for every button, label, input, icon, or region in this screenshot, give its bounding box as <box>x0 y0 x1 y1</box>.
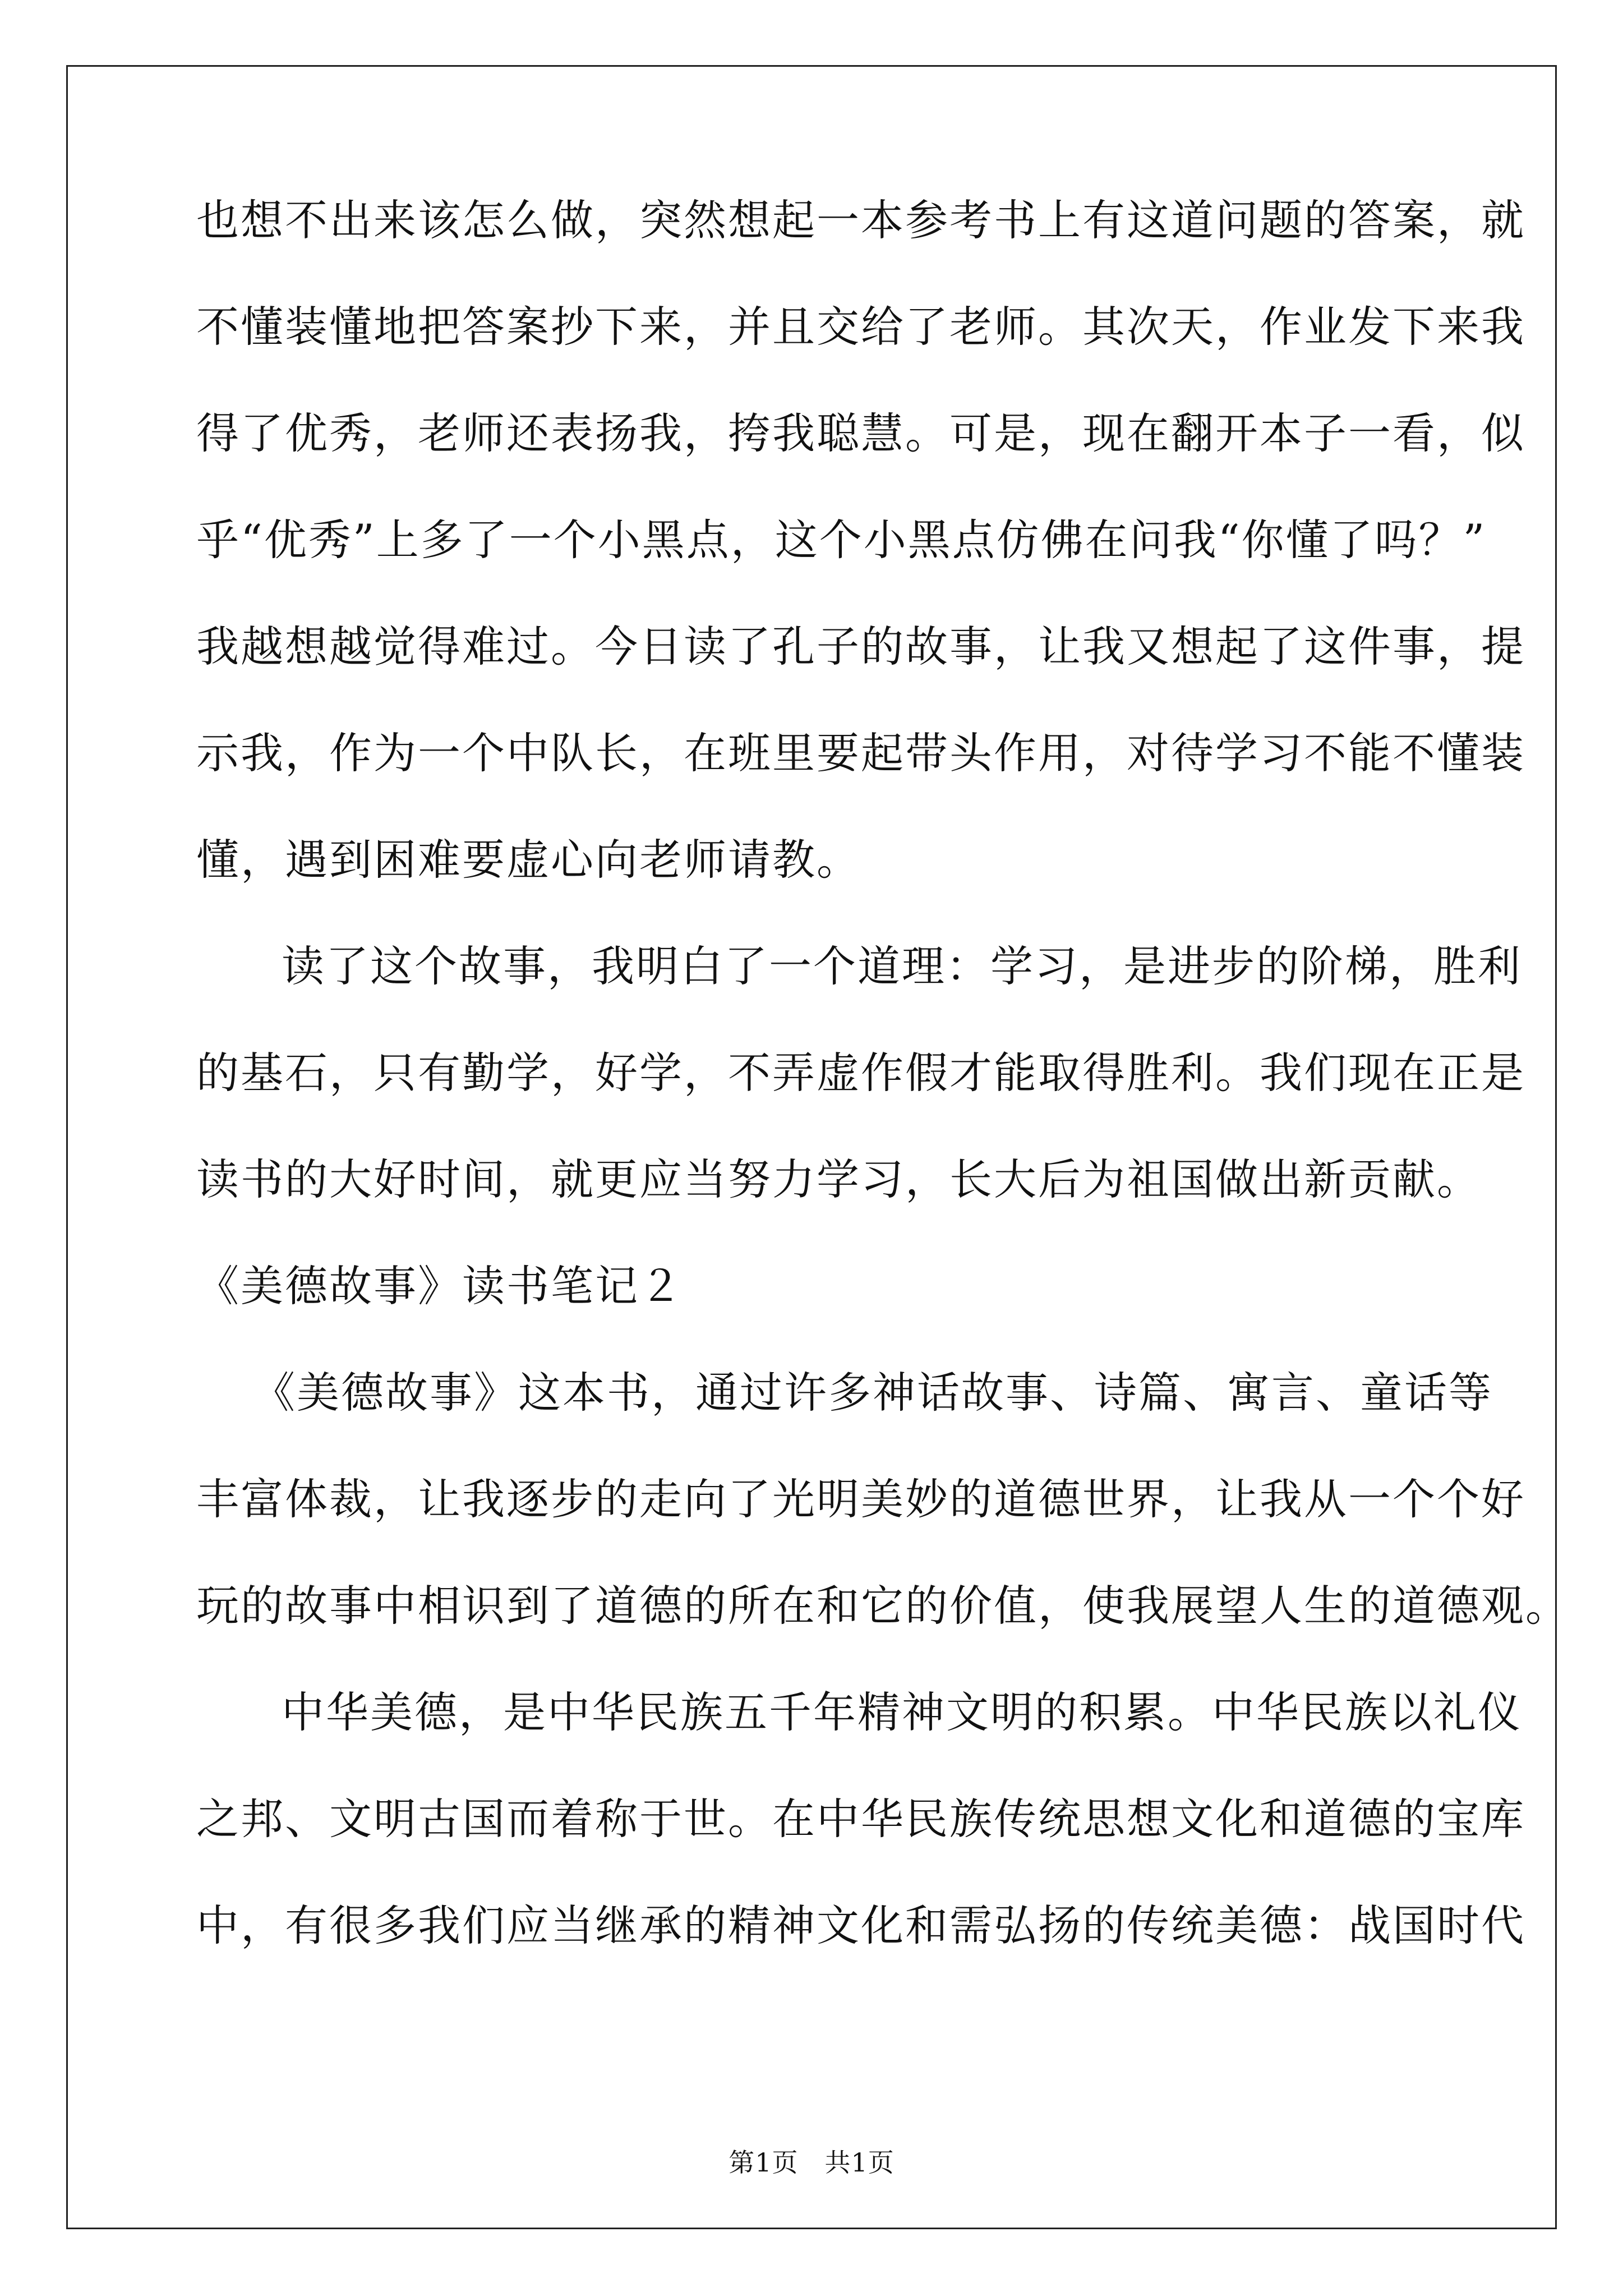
text-line: 的基石，只有勤学，好学，不弄虚作假才能取得胜利。我们现在正是 <box>196 1048 1525 1098</box>
text-line: 丰富体裁，让我逐步的走向了光明美妙的道德世界，让我从一个个好 <box>196 1474 1525 1524</box>
page-footer: 第1页 共1页 <box>728 2147 895 2178</box>
text-line: 示我，作为一个中队长，在班里要起带头作用，对待学习不能不懂装 <box>196 728 1525 778</box>
text-line: 玩的故事中相识到了道德的所在和它的价值，使我展望人生的道德观。 <box>196 1581 1570 1631</box>
text-line: 读书的大好时间，就更应当努力学习，长大后为祖国做出新贡献。 <box>196 1154 1481 1204</box>
text-line: 我越想越觉得难过。今日读了孔子的故事，让我又想起了这件事，提 <box>196 622 1525 671</box>
text-line: 中，有很多我们应当继承的精神文化和需弘扬的传统美德：战国时代 <box>196 1901 1525 1950</box>
text-line: 得了优秀，老师还表扬我，挎我聪慧。可是，现在翻开本子一看，似 <box>196 408 1525 458</box>
paragraph-first-line: 中华美德，是中华民族五千年精神文明的积累。中华民族以礼仪 <box>282 1687 1522 1737</box>
text-line: 懂，遇到困难要虚心向老师请教。 <box>196 835 861 885</box>
text-line: 不懂装懂地把答案抄下来，并且交给了老师。其次天，作业发下来我 <box>196 302 1525 352</box>
text-line: 之邦、文明古国而着称于世。在中华民族传统思想文化和道德的宝库 <box>196 1794 1525 1844</box>
text-line: 也想不出来该怎么做，突然想起一本参考书上有这道问题的答案，就 <box>196 195 1525 245</box>
paragraph-first-line: 读了这个故事，我明白了一个道理：学习，是进步的阶梯，胜利 <box>282 941 1522 991</box>
paragraph-first-line: 《美德故事》这本书，通过许多神话故事、诗篇、寓言、童话等 <box>252 1368 1493 1418</box>
section-heading: 《美德故事》读书笔记２ <box>196 1261 684 1311</box>
text-line: 乎“优秀”上多了一个小黑点，这个小黑点仿佛在问我“你懂了吗？” <box>196 515 1487 565</box>
